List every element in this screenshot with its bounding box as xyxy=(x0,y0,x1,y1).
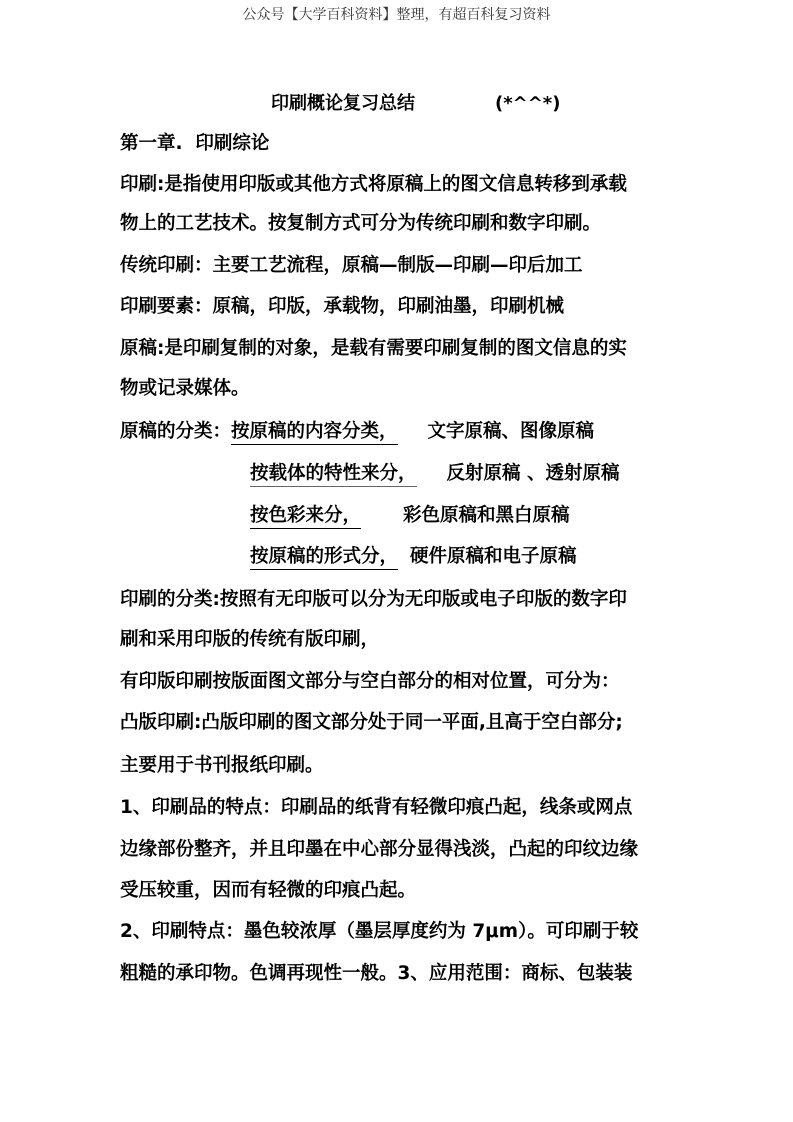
paragraph-line: 物上的工艺技术。按复制方式可分为传统印刷和数字印刷。 xyxy=(120,213,602,234)
classification-types: 彩色原稿和黑白原稿 xyxy=(403,505,570,526)
classification-method: 按原稿的形式分， xyxy=(250,546,398,570)
classification-row xyxy=(120,420,594,444)
classification-types: 反射原稿 、透射原稿 xyxy=(446,463,620,484)
paragraph-line: 粗糙的承印物。色调再现性一般。3、应用范围：商标、包装装 xyxy=(120,963,633,984)
paragraph-line: 印刷要素：原稿，印版，承载物，印刷油墨，印刷机械 xyxy=(120,296,565,317)
paragraph-line: 受压较重，因而有轻微的印痕凸起。 xyxy=(120,880,417,901)
title-emote: (*^^*) xyxy=(495,93,561,114)
classification-method: 按原稿的内容分类， xyxy=(231,421,398,445)
paragraph-line: 有印版印刷按版面图文部分与空白部分的相对位置，可分为： xyxy=(120,671,620,692)
classification-row xyxy=(250,545,577,569)
classification-row xyxy=(250,504,570,528)
paragraph-line: 印刷:是指使用印版或其他方式将原稿上的图文信息转移到承载 xyxy=(120,174,627,195)
paragraph-line: 边缘部份整齐，并且印墨在中心部分显得浅淡，凸起的印纹边缘 xyxy=(120,839,639,860)
classification-method: 按载体的特性来分， xyxy=(250,463,417,487)
classification-label: 原稿的分类： xyxy=(120,421,232,442)
paragraph-line: 传统印刷：主要工艺流程，原稿—制版—印刷—印后加工 xyxy=(120,255,583,276)
chapter-heading: 第一章. 印刷综论 xyxy=(120,133,270,154)
page-header: 公众号【大学百科资料】整理，有超百科复习资料 xyxy=(242,7,551,23)
classification-row xyxy=(250,462,619,486)
classification-types: 硬件原稿和电子原稿 xyxy=(410,546,577,567)
paragraph-line: 印刷的分类:按照有无印版可以分为无印版或电子印版的数字印 xyxy=(120,589,627,610)
classification-types: 文字原稿、图像原稿 xyxy=(427,421,595,442)
paragraph-line: 主要用于书刊报纸印刷。 xyxy=(120,755,324,776)
paragraph-line: 1、印刷品的特点：印刷品的纸背有轻微印痕凸起，线条或网点 xyxy=(120,797,633,818)
paragraph-line: 物或记录媒体。 xyxy=(120,378,250,399)
classification-method: 按色彩来分， xyxy=(250,505,361,529)
paragraph-line: 刷和采用印版的传统有版印刷， xyxy=(120,629,380,650)
document-title xyxy=(271,89,560,115)
paragraph-line: 2、印刷特点：墨色较浓厚（墨层厚度约为 7μm）。可印刷于较 xyxy=(120,921,639,942)
title-text: 印刷概论复习总结 xyxy=(271,93,415,114)
paragraph-line: 原稿:是印刷复制的对象，是载有需要印刷复制的图文信息的实 xyxy=(120,338,627,359)
paragraph-line: 凸版印刷:凸版印刷的图文部分处于同一平面,且高于空白部分; xyxy=(120,712,623,733)
